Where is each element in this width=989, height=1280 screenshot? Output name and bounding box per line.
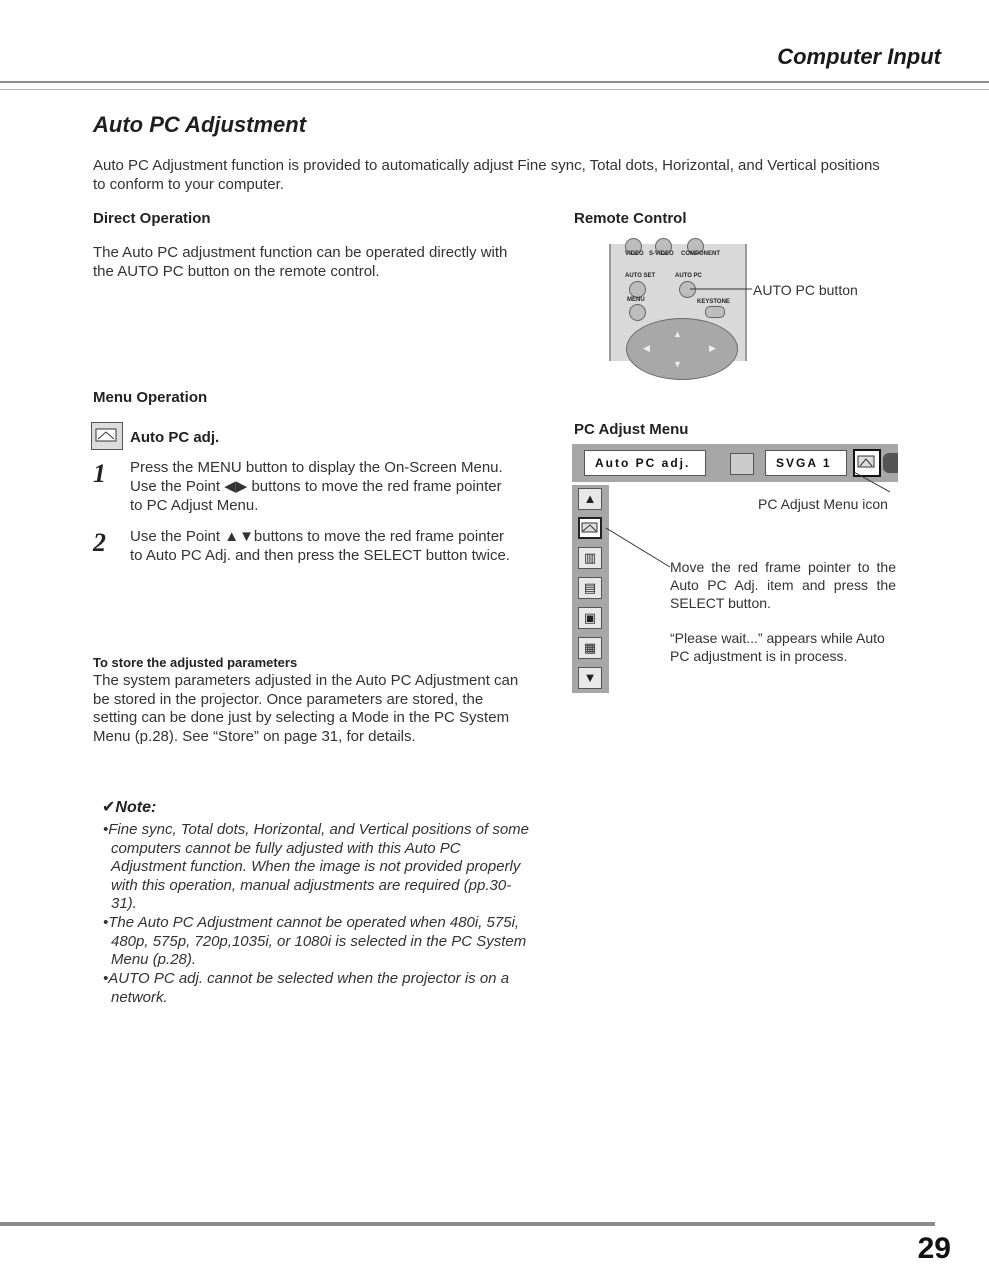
note-item-2: •The Auto PC Adjustment cannot be operated when 480i, 575i, 480p, 575p, 720p,1035i, or 1080i is selected in the PC System Menu (p.28). [103, 914, 527, 969]
pc-adjust-menu-heading: PC Adjust Menu [574, 421, 689, 438]
keystone-label: KEYSTONE [697, 299, 730, 305]
note-heading-label: Note: [115, 799, 157, 816]
autoset-label: AUTO SET [625, 273, 656, 279]
checkmark-icon: ✔ [102, 799, 116, 816]
svideo-label: S-VIDEO [649, 251, 674, 257]
fine-sync-icon: ▥ [578, 547, 602, 569]
auto-pc-adj-menu-icon [578, 517, 602, 539]
up-arrow-icon: ▲ [673, 329, 682, 339]
autopc-callout-line [690, 285, 754, 295]
please-wait-callout-text: “Please wait...” appears while Auto PC adjustment is in process. [670, 630, 885, 664]
auto-pc-adj-icon [91, 422, 123, 450]
vertical-icon: ▦ [578, 637, 602, 659]
sound-icon [730, 453, 754, 475]
note-item-3: •AUTO PC adj. cannot be selected when the projector is on a network. [103, 970, 510, 1006]
scroll-up-icon: ▲ [578, 488, 602, 510]
menu-operation-heading: Menu Operation [93, 389, 208, 406]
select-callout-text: Move the red frame pointer to the Auto PC Adj. item and press the SELECT button. [670, 559, 896, 611]
autoset-button-icon [629, 281, 646, 298]
direct-operation-text: The Auto PC adjustment function can be operated directly with the AUTO PC button on the remote control. [93, 244, 508, 280]
pc-adjust-sidebar [572, 485, 609, 693]
header-title: Computer Input [777, 44, 941, 69]
step-text-2: Use the Point ▲▼buttons to move the red frame pointer to Auto PC Adj. and then press the SELECT button twice. [130, 528, 510, 564]
pc-adjust-icon-label: PC Adjust Menu icon [758, 496, 888, 512]
footer-rule [0, 1222, 935, 1226]
pc-adjust-icon-callout-line [850, 470, 900, 496]
store-heading: To store the adjusted parameters [93, 655, 298, 670]
intro-text: Auto PC Adjustment function is provided to automatically adjust Fine sync, Total dots, Horizontal, and Vertical positions to conform to your computer. [93, 157, 880, 193]
header-rule [0, 81, 989, 90]
menu-box-auto-pc-adj: Auto PC adj. [584, 450, 706, 476]
step-number-2: 2 [93, 528, 106, 557]
section-title: Auto PC Adjustment [93, 112, 307, 137]
store-text: The system parameters adjusted in the Auto PC Adjustment can be stored in the projector. Once parameters are stored, the setting can be done just by selecting a Mode in the PC System Menu (p.28). See “Store” on page 31, for details. [93, 672, 519, 745]
page-number: 29 [917, 1232, 951, 1265]
remote-control-illustration [609, 244, 747, 369]
sidebar-callout-line [604, 525, 674, 571]
remote-control-heading: Remote Control [574, 210, 687, 227]
step-text-1: Press the MENU button to display the On-Screen Menu. Use the Point ◀▶ buttons to move the red frame pointer to PC Adjust Menu. [130, 459, 503, 514]
autopc-label: AUTO PC [675, 273, 702, 279]
total-dots-icon: ▤ [578, 577, 602, 599]
note-item-1: •Fine sync, Total dots, Horizontal, and Vertical positions of some computers cannot be fully adjusted with this Auto PC Adjustment function. When the image is not provided properly with this operation, manual adjustments are required (pp.30-31). [103, 821, 530, 913]
autopc-callout-label: AUTO PC button [753, 282, 858, 298]
component-label: COMPONENT [681, 251, 720, 257]
right-arrow-icon: ▶ [709, 343, 716, 353]
horizontal-icon: ▣ [578, 607, 602, 629]
note-heading [102, 797, 156, 817]
left-arrow-icon: ◀ [643, 343, 650, 353]
auto-pc-adj-label: Auto PC adj. [130, 429, 220, 446]
menu-label: MENU [627, 297, 645, 303]
video-label: VIDEO [625, 251, 644, 257]
step-number-1: 1 [93, 459, 106, 488]
direct-operation-heading: Direct Operation [93, 210, 211, 227]
menu-button-icon [629, 304, 646, 321]
dpad-icon [626, 318, 738, 380]
scroll-down-icon: ▼ [578, 667, 602, 689]
keystone-button-icon [705, 306, 725, 318]
down-arrow-icon: ▼ [673, 359, 682, 369]
menu-box-svga: SVGA 1 [765, 450, 847, 476]
